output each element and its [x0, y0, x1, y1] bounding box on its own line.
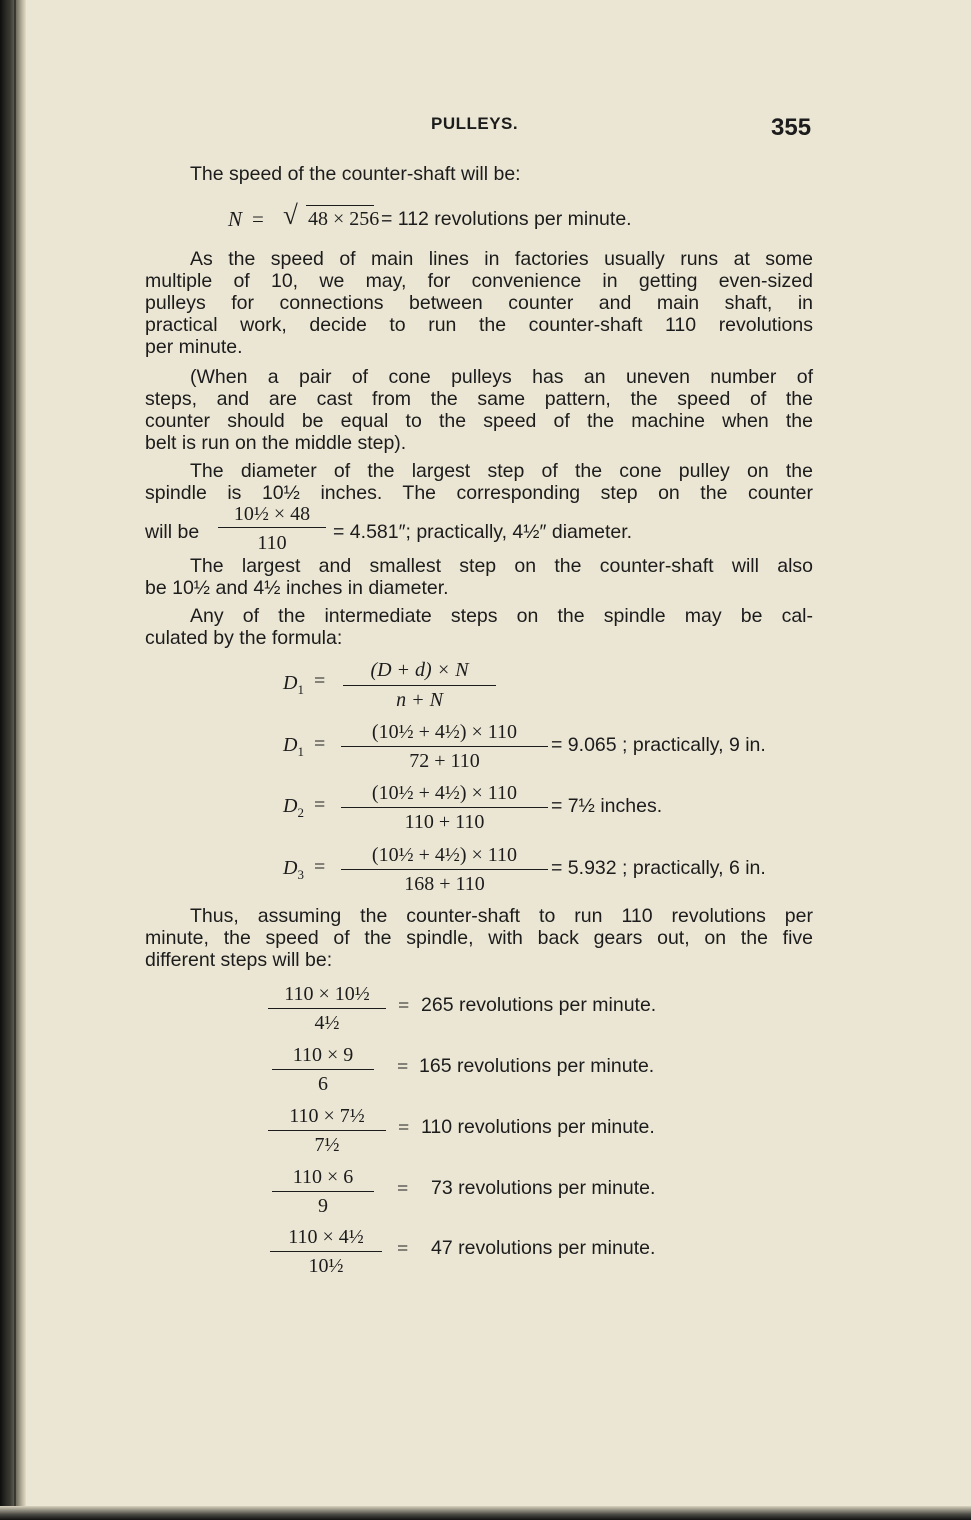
step-lhs: $D_1$ — [283, 734, 304, 759]
formula-denominator: n + N — [396, 689, 443, 711]
speed-equals: = — [397, 1178, 409, 1200]
text-line: multiple of 10, we may, for convenience in getting even-sized — [145, 270, 813, 292]
formula-bar — [343, 685, 496, 686]
speed-result: 73 revolutions per minute. — [431, 1177, 656, 1199]
text-line: pulleys for connections between counter and main shaft, in — [145, 292, 813, 314]
paragraph-spindle-speeds — [145, 905, 813, 971]
text-line: steps, and are cast from the same pattern, the speed of the — [145, 388, 813, 410]
eq-equals: = — [252, 207, 264, 231]
book-binding-shadow — [0, 0, 26, 1520]
speed-equals: = — [398, 995, 410, 1017]
speed-numerator: 110 × 7½ — [289, 1105, 365, 1127]
speed-result: 47 revolutions per minute. — [431, 1237, 656, 1259]
page-number: 355 — [771, 114, 812, 141]
running-title: PULLEYS. — [431, 114, 519, 133]
speed-equals: = — [397, 1056, 409, 1078]
step-denominator: 72 + 110 — [409, 750, 480, 772]
step-numerator: (10½ + 4½) × 110 — [371, 782, 518, 804]
text-line: Any of the intermediate steps on the spindle may be cal- — [190, 605, 813, 627]
text-line: culated by the formula: — [145, 627, 343, 649]
text-line: be 10½ and 4½ inches in diameter. — [145, 577, 449, 599]
paragraph-main-lines — [145, 248, 813, 358]
text-line: practical work, decide to run the counter-shaft 110 revolutions — [145, 314, 813, 336]
step-lhs: $D_2$ — [283, 795, 304, 820]
text-line: The diameter of the largest step of the cone pulley on the — [190, 460, 813, 482]
radical-sign: √ — [283, 200, 298, 230]
text-line: As the speed of main lines in factories usually runs at some — [190, 248, 813, 270]
text-line: different steps will be: — [145, 949, 333, 971]
speed-denominator: 4½ — [314, 1012, 340, 1034]
will-be-result: = 4.581″; practically, 4½″ diameter. — [333, 521, 633, 543]
eq-lhs-n: N — [228, 207, 243, 231]
speed-result: 265 revolutions per minute. — [421, 994, 657, 1016]
text-line: The largest and smallest step on the counter-shaft will also — [190, 555, 813, 577]
speed-denominator: 10½ — [308, 1255, 344, 1277]
step-result: = 9.065 ; practically, 9 in. — [551, 734, 766, 756]
step-bar — [341, 746, 548, 747]
radical-bar — [306, 205, 374, 206]
speed-bar — [268, 1130, 386, 1131]
step-numerator: (10½ + 4½) × 110 — [371, 844, 518, 866]
text-line: counter should be equal to the speed of the machine when the — [145, 410, 813, 432]
speed-denominator: 6 — [318, 1073, 328, 1095]
paragraph-counter-shaft-steps — [145, 555, 813, 599]
speed-numerator: 110 × 4½ — [288, 1226, 364, 1248]
step-numerator: (10½ + 4½) × 110 — [371, 721, 518, 743]
formula-numerator: (D + d) × N — [370, 659, 469, 681]
intro-sentence: The speed of the counter-shaft will be: — [190, 163, 521, 185]
speed-result: 110 revolutions per minute. — [421, 1116, 655, 1138]
fraction-numerator: 10½ × 48 — [233, 503, 311, 525]
speed-equals: = — [398, 1117, 410, 1139]
text-line: minute, the speed of the spindle, with back gears out, on the five — [145, 927, 813, 949]
fraction-denominator: 110 — [257, 532, 287, 554]
text-line: (When a pair of cone pulleys has an uneven number of — [190, 366, 813, 388]
paragraph-intermediate-steps — [145, 605, 813, 649]
text-line: belt is run on the middle step). — [145, 432, 407, 454]
speed-numerator: 110 × 10½ — [284, 983, 370, 1005]
formula-equals: = — [314, 670, 326, 692]
speed-denominator: 7½ — [314, 1134, 340, 1156]
step-denominator: 168 + 110 — [404, 873, 485, 895]
step-denominator: 110 + 110 — [404, 811, 485, 833]
step-result: = 5.932 ; practically, 6 in. — [551, 857, 766, 879]
speed-bar — [272, 1069, 374, 1070]
paragraph-cone-pulleys — [145, 366, 813, 454]
step-result: = 7½ inches. — [551, 795, 663, 817]
radicand: 48 × 256 — [308, 208, 380, 230]
text-line: spindle is 10½ inches. The corresponding step on the counter — [145, 482, 813, 504]
step-bar — [341, 807, 548, 808]
formula-lhs: $D_1$ — [283, 672, 304, 697]
speed-result: 165 revolutions per minute. — [419, 1055, 655, 1077]
speed-bar — [272, 1191, 374, 1192]
speed-numerator: 110 × 9 — [292, 1044, 354, 1066]
speed-equals: = — [397, 1238, 409, 1260]
eq-speed-result: = 112 revolutions per minute. — [381, 208, 632, 230]
speed-bar — [268, 1008, 386, 1009]
speed-bar — [270, 1251, 382, 1252]
binding-stitch-line — [14, 0, 16, 1520]
speed-denominator: 9 — [318, 1195, 328, 1217]
paragraph-largest-step — [145, 460, 813, 504]
page-bottom-edge — [0, 1506, 971, 1520]
text-line: Thus, assuming the counter-shaft to run 110 revolutions per — [190, 905, 813, 927]
speed-numerator: 110 × 6 — [292, 1166, 354, 1188]
step-bar — [341, 869, 548, 870]
step-lhs: $D_3$ — [283, 857, 304, 882]
fraction-bar — [218, 527, 326, 528]
text-line: per minute. — [145, 336, 243, 358]
will-be-prefix: will be — [145, 521, 200, 543]
